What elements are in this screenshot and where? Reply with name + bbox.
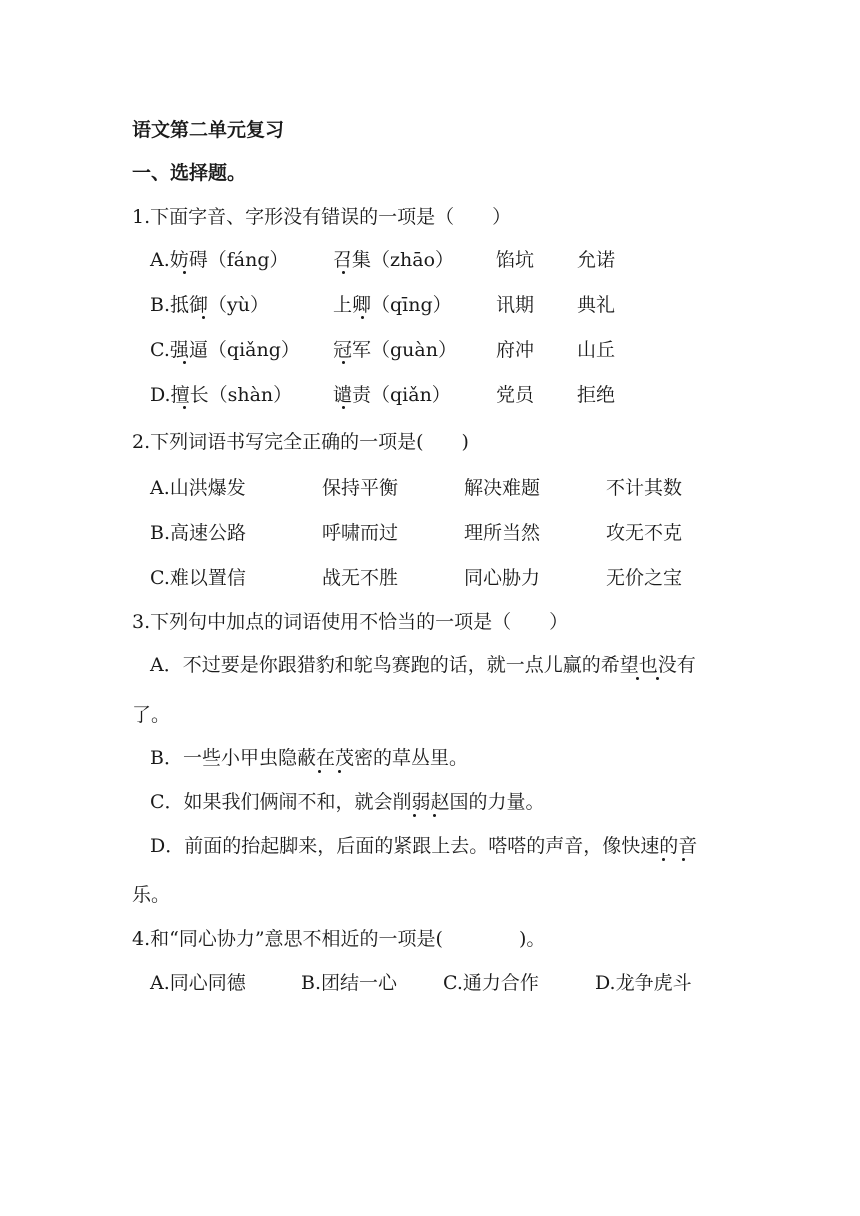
question-3-option-c: C．如果我们俩闹不和，就会削弱赵国的力量。 (150, 791, 545, 813)
q1-c-word3: 府冲 (496, 339, 535, 361)
question-1-stem: 1.下面字音、字形没有错误的一项是（ ） (132, 206, 512, 228)
q1-c-word4: 山丘 (577, 339, 616, 361)
emphasis-dot (318, 770, 321, 773)
emphasis-dot (183, 361, 186, 364)
q1-b-word3: 讯期 (496, 294, 535, 316)
question-3-option-a-continued: 了。 (132, 704, 171, 726)
q2-b-word2: 呼啸而过 (322, 522, 399, 544)
q2-c-word1: C.难以置信 (150, 567, 246, 589)
emphasis-dot (656, 677, 659, 680)
q2-a-word2: 保持平衡 (322, 477, 399, 499)
q4-option-a: A.同心同德 (150, 972, 246, 994)
q1-d-word3: 党员 (496, 384, 535, 406)
question-3-option-b: B．一些小甲虫隐蔽在茂密的草丛里。 (150, 747, 468, 769)
q4-option-c: C.通力合作 (443, 972, 539, 994)
q2-c-word3: 同心胁力 (464, 567, 541, 589)
q1-a-word1: A.妨碍（fáng） (150, 249, 289, 271)
question-3-option-d: D．前面的抬起脚来，后面的紧跟上去。嗒嗒的声音，像快速的音 (150, 835, 698, 857)
emphasis-dot (636, 677, 639, 680)
emphasis-dot (183, 271, 186, 274)
emphasis-dot (662, 858, 665, 861)
q1-c-word2: 冠军（guàn） (333, 339, 457, 361)
q1-c-word1: C.强逼（qiǎng） (150, 339, 300, 361)
question-3-option-a: A．不过要是你跟猎豹和鸵鸟赛跑的话，就一点儿赢的希望也没有 (150, 654, 696, 676)
emphasis-dot (202, 316, 205, 319)
emphasis-dot (361, 316, 364, 319)
page-title: 语文第二单元复习 (132, 119, 285, 141)
section-heading: 一、选择题。 (132, 162, 247, 184)
q1-d-word1: D.擅长（shàn） (150, 384, 293, 406)
question-4-stem: 4.和“同心协力”意思不相近的一项是( )。 (132, 928, 546, 950)
q1-d-word4: 拒绝 (577, 384, 616, 406)
emphasis-dot (342, 271, 345, 274)
q2-b-word1: B.高速公路 (150, 522, 247, 544)
q1-b-word4: 典礼 (577, 294, 616, 316)
question-3-option-d-continued: 乐。 (132, 884, 171, 906)
emphasis-dot (413, 814, 416, 817)
emphasis-dot (338, 770, 341, 773)
q2-a-word4: 不计其数 (606, 477, 683, 499)
emphasis-dot (183, 406, 186, 409)
question-3-stem: 3.下列句中加点的词语使用不恰当的一项是（ ） (132, 611, 569, 633)
question-2-stem: 2.下列词语书写完全正确的一项是( ) (132, 431, 469, 453)
q2-c-word2: 战无不胜 (322, 567, 399, 589)
q1-a-word2: 召集（zhāo） (333, 249, 455, 271)
q2-b-word3: 理所当然 (464, 522, 541, 544)
q1-a-word4: 允诺 (577, 249, 616, 271)
q1-a-word3: 馅坑 (496, 249, 535, 271)
emphasis-dot (433, 814, 436, 817)
emphasis-dot (342, 406, 345, 409)
emphasis-dot (682, 858, 685, 861)
q2-a-word3: 解决难题 (464, 477, 541, 499)
q2-a-word1: A.山洪爆发 (150, 477, 246, 499)
emphasis-dot (342, 361, 345, 364)
q2-c-word4: 无价之宝 (606, 567, 683, 589)
q4-option-d: D.龙争虎斗 (595, 972, 692, 994)
q1-d-word2: 谴责（qiǎn） (333, 384, 451, 406)
q2-b-word4: 攻无不克 (606, 522, 683, 544)
q1-b-word1: B.抵御（yù） (150, 294, 269, 316)
q4-option-b: B.团结一心 (301, 972, 398, 994)
q1-b-word2: 上卿（qīng） (333, 294, 452, 316)
